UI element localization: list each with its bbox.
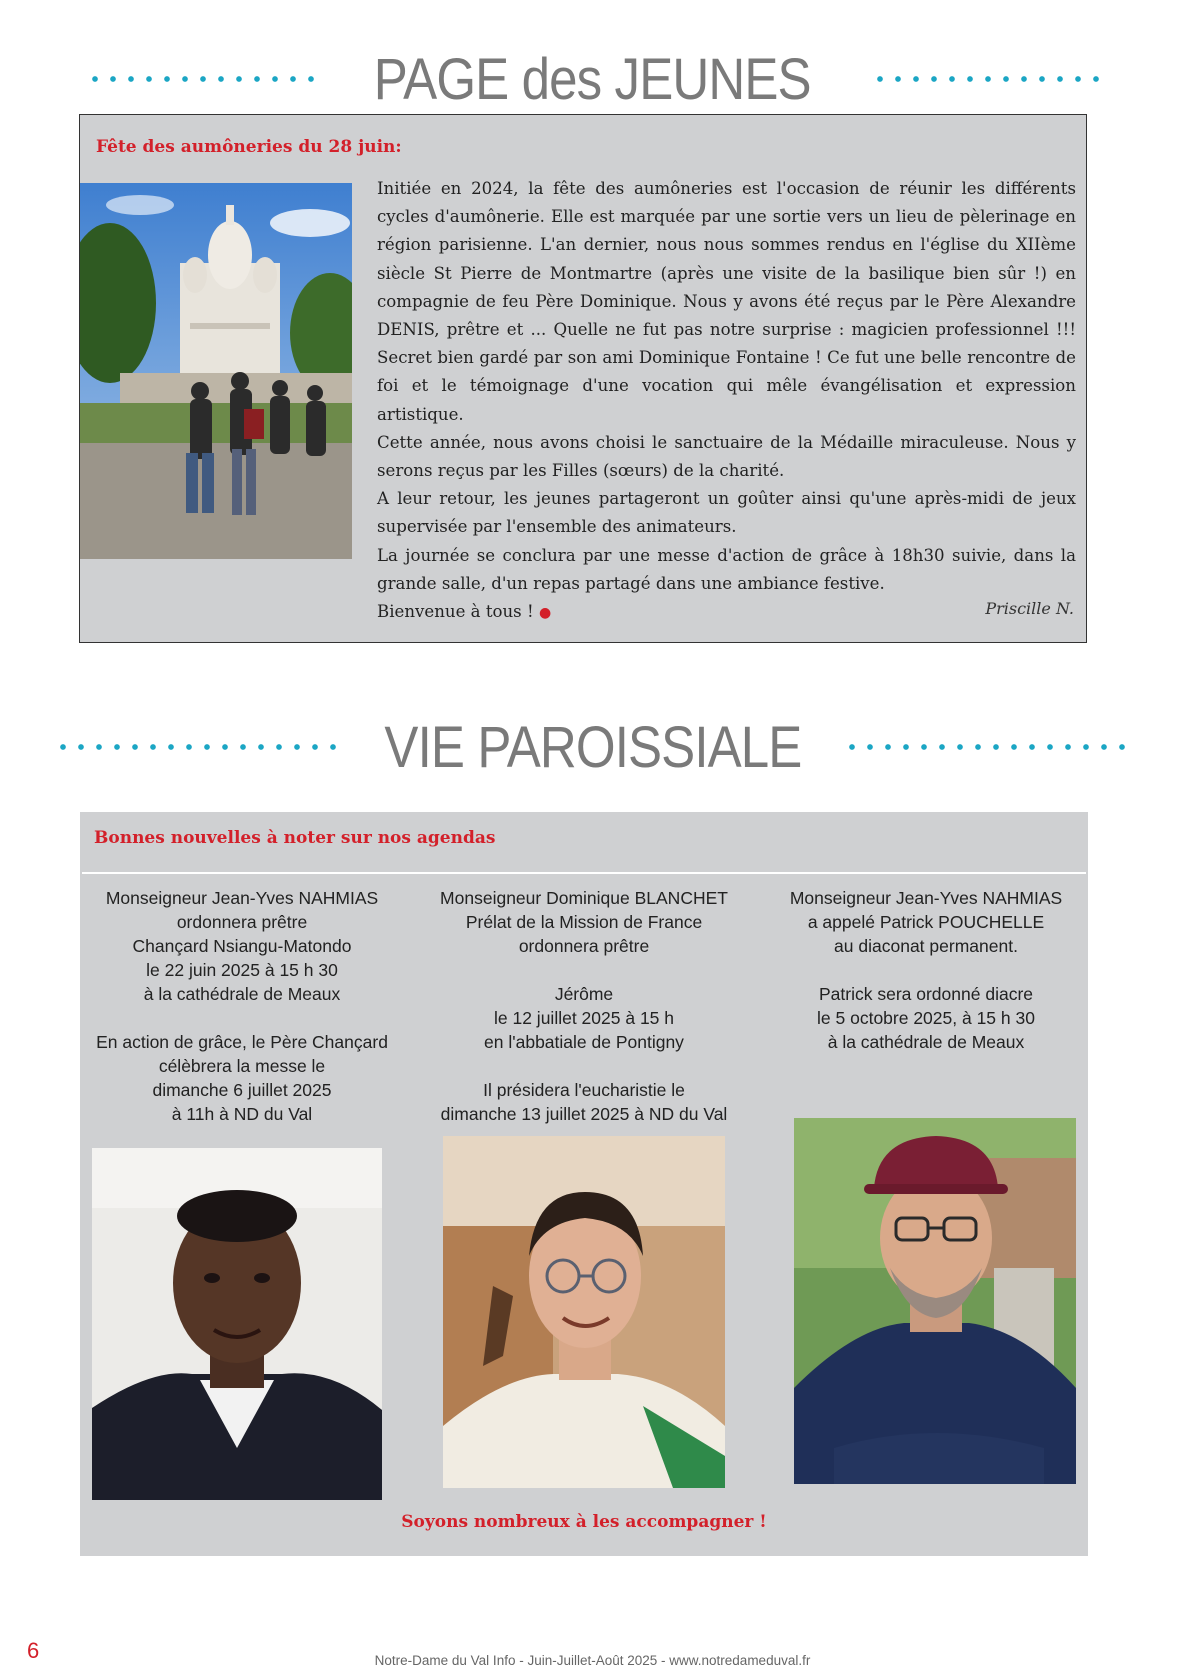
text-line: ordonnera prêtre [176,912,308,932]
dotted-rule-right [871,76,1099,82]
text-line: le 22 juin 2025 à 15 h 30 [146,960,338,980]
text-line: Il présidera l'eucharistie le [483,1080,685,1100]
closing-line [377,598,1076,627]
text-line: dimanche 13 juillet 2025 à ND du Val [440,1104,728,1124]
text-line: au diaconat permanent. [834,936,1018,956]
section-title-vie: VIE PAROISSIALE [383,714,802,780]
closing-call: Soyons nombreux à les accompagner ! [401,1512,767,1532]
portrait-jerome [443,1136,725,1488]
vie-article-box [80,812,1088,1556]
text-line: Chançard Nsiangu-Matondo [132,936,352,956]
text-line: ordonnera prêtre [518,936,650,956]
text-line: à la cathédrale de Meaux [143,984,341,1004]
announcement-column-2 [424,886,744,1126]
text-line: à 11h à ND du Val [171,1104,313,1124]
text-line: en l'abbatiale de Pontigny [484,1032,684,1052]
sacre-coeur-photo [80,183,352,559]
section-title-jeunes: PAGE des JEUNES [374,46,811,112]
jeunes-article-heading: Fête des aumôneries du 28 juin: [96,137,402,157]
paragraph: La journée se conclura par une messe d'action de grâce à 18h30 suivie, dans la grande salle, d'un repas partagé dans une ambiance festive. [377,545,1076,593]
portrait-patrick [794,1118,1076,1484]
end-bullet-icon: ● [538,605,552,622]
text-line: le 5 octobre 2025, à 15 h 30 [817,1008,1035,1028]
text-line: En action de grâce, le Père Chançard [96,1032,388,1052]
section-header-vie [0,712,1185,782]
portrait-chancard [92,1148,382,1500]
text-line: à la cathédrale de Meaux [827,1032,1025,1052]
dotted-rule-right [843,744,1131,750]
jeunes-article-body [377,175,1076,627]
paragraph: Initiée en 2024, la fête des aumôneries est l'occasion de réunir les différents cycles d'aumônerie. Elle est marquée par une sortie vers un lieu de pèlerinage en région parisienne. L'an dernier, nous nous sommes rendus en l'église du XIIème siècle St Pierre de Montmartre (après une visite de la basilique bien sûr !) en compagnie de feu Père Dominique. Nous y avons été reçus par le Père Alexandre DENIS, prêtre et ... Quelle ne fut pas notre surprise : magicien professionnel !!! Secret bien gardé par son ami Dominique Fontaine ! Ce fut une belle rencontre de foi et le témoignage d'une vocation qui mêle évangélisation et expression artistique. [377,179,1076,424]
announcement-column-3 [766,886,1086,1054]
text-line: Patrick sera ordonné diacre [819,984,1033,1004]
paragraph: A leur retour, les jeunes partageront un goûter ainsi qu'une après-midi de jeux supervisée par l'ensemble des animateurs. [377,489,1076,537]
announcement-column-1 [82,886,402,1126]
closing-text: Bienvenue à tous ! [377,602,534,622]
text-line: Monseigneur Jean-Yves NAHMIAS [105,888,379,908]
text-line: le 12 juillet 2025 à 15 h [494,1008,674,1028]
vie-article-heading: Bonnes nouvelles à noter sur nos agendas [94,828,496,848]
text-line: célèbrera la messe le [158,1056,326,1076]
jeunes-article-box [79,114,1087,643]
text-line: Jérôme [554,984,614,1004]
page-footer: Notre-Dame du Val Info - Juin-Juillet-Août 2025 - www.notredameduval.fr [374,1653,811,1668]
section-header-jeunes [0,44,1185,114]
article-signature: Priscille N. [985,599,1074,618]
page-number: 6 [27,1638,40,1663]
text-line: Monseigneur Jean-Yves NAHMIAS [789,888,1063,908]
dotted-rule-left [54,744,342,750]
text-line: Prélat de la Mission de France [465,912,703,932]
text-line: Monseigneur Dominique BLANCHET [440,888,728,908]
text-line: a appelé Patrick POUCHELLE [807,912,1045,932]
dotted-rule-left [86,76,314,82]
text-line: dimanche 6 juillet 2025 [152,1080,332,1100]
paragraph: Cette année, nous avons choisi le sanctuaire de la Médaille miraculeuse. Nous y serons reçus par les Filles (sœurs) de la charité. [377,432,1076,481]
